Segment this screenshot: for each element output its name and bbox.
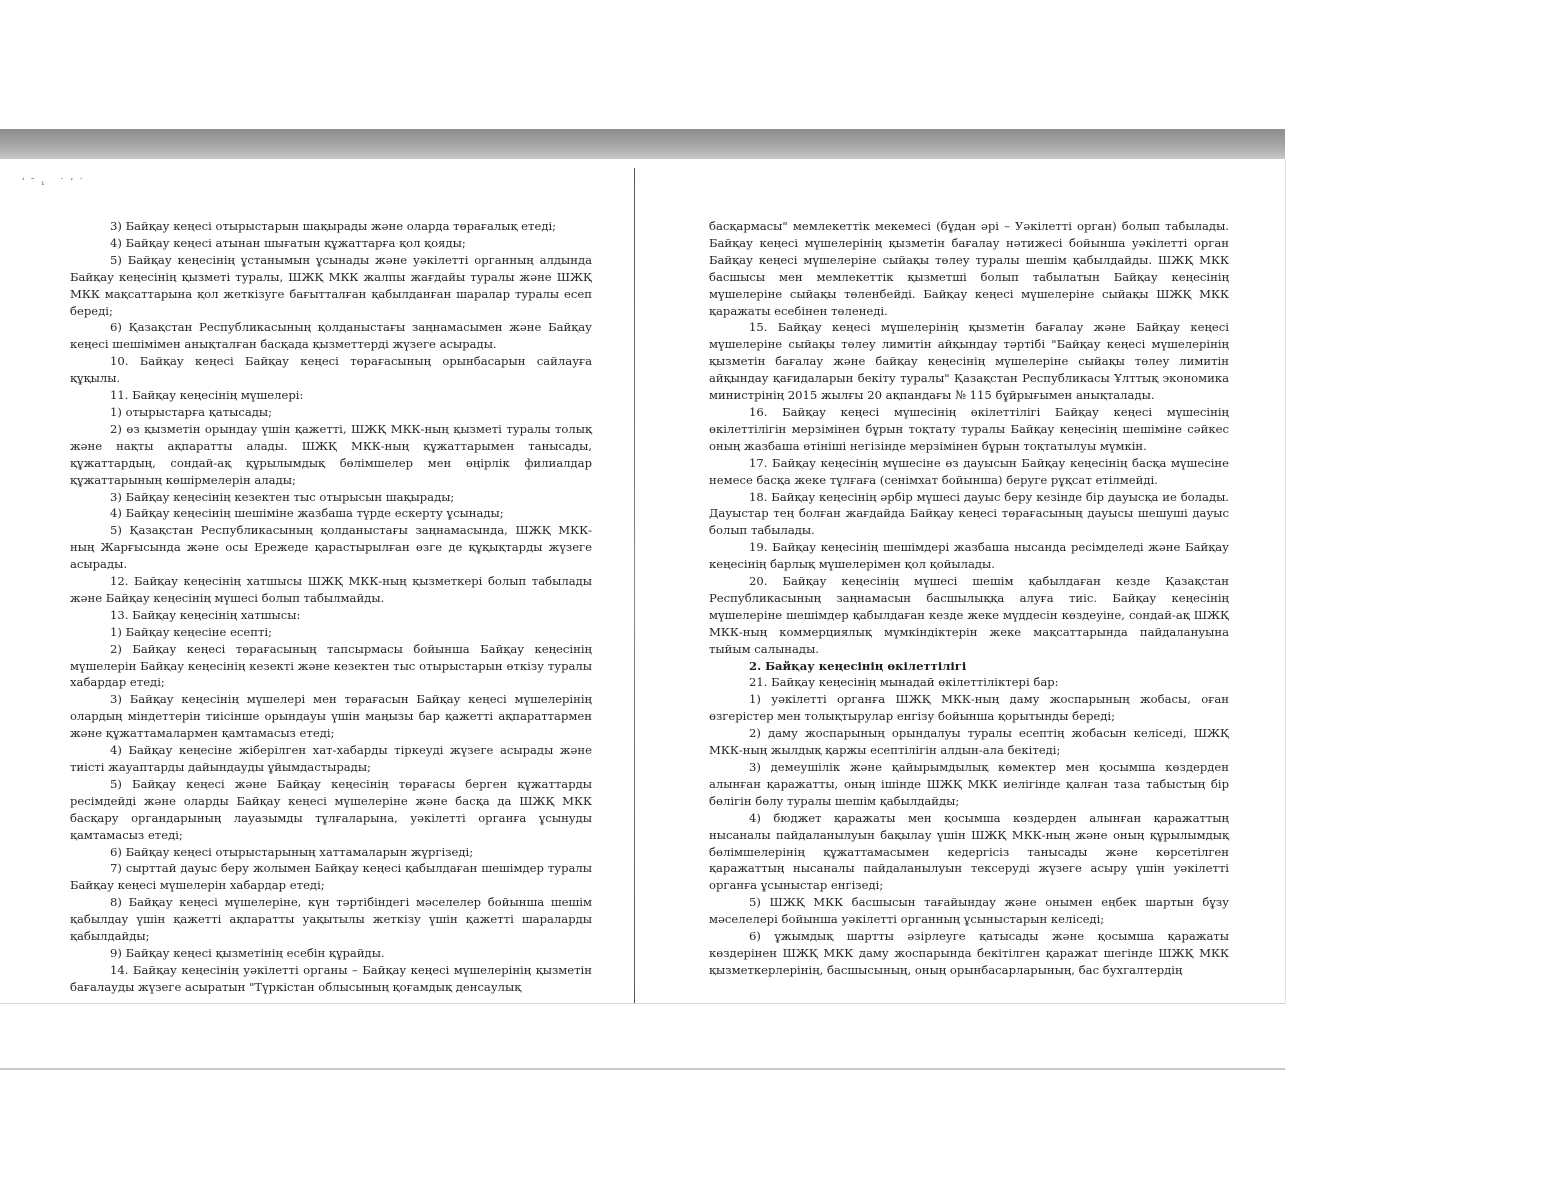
sheet-bottom-edge: [0, 1003, 1285, 1004]
paragraph: 2) Байқау кеңесі төрағасының тапсырмасы бойынша Байқау кеңесінің мүшелерін Байқау кеңесінің кезекті және кезектен тыс отырыстарын өткізу туралы хабардар етеді;: [70, 641, 592, 690]
paragraph: 4) бюджет қаражаты мен қосымша көздерден алынған қаражаттың нысаналы пайдаланылуын бақылау үшін ШЖҚ МКК-ның және оның құрылымдық бөлімшелерінің құжаттамасымен кедергісіз танысады және көрсетілген қаражаттың нысаналы пайдаланылуын тексеруді жүзеге асыру үшін уәкілетті органға ұсыныстар енгізеді;: [709, 810, 1229, 893]
scan-shadow-band: [0, 129, 1285, 159]
paragraph: 1) уәкілетті органға ШЖҚ МКК-ның даму жоспарының жобасы, оған өзгерістер мен толықтырулар енгізу бойынша қорытынды береді;: [709, 692, 1229, 724]
paragraph: 2) даму жоспарының орындалуы туралы есептің жобасын келіседі, ШЖҚ МКК-ның жылдық қаржы есептілігін алдын-ала бекітеді;: [709, 726, 1229, 758]
paragraph: 4) Байқау кеңесі атынан шығатын құжаттарға қол қояды;: [110, 235, 466, 250]
scan-bottom-edge: [0, 1068, 1285, 1070]
section-heading: 2. Байқау кеңесінің өкілеттілігі: [749, 658, 967, 673]
paragraph: 7) сырттай дауыс беру жолымен Байқау кеңесі қабылдаған шешімдер туралы Байқау кеңесі мүшелерін хабардар етеді;: [70, 861, 592, 893]
paragraph: 4) Байқау кеңесіне жіберілген хат-хабарды тіркеуді жүзеге асырады және тиісті жауаптарды дайындауды ұйымдастырады;: [70, 743, 592, 774]
paragraph: 2) өз қызметін орындау үшін қажетті, ШЖҚ МКК-ның қызметі туралы толық және нақты ақпаратты алады. ШЖҚ МКК-ның құжаттарымен танысады, құжаттардың, сондай-ақ құрылымдық бөлімшелер мен өңірлік филиалдар құжаттарының көшірмелерін алады;: [70, 421, 592, 487]
paragraph: 20. Байқау кеңесінің мүшесі шешім қабылдаған кезде Қазақстан Республикасының заңнамасын басшылыққа алуға тиіс. Байқау кеңесінің мүшелеріне шешімдер қабылдаған кезде жеке мүддесін көздеуіне, сондай-ақ ШЖҚ МКК-ның коммерциялық мүмкіндіктерін жеке мақсаттарында пайдалануына тыйым салынады.: [709, 574, 1229, 656]
paragraph: 16. Байқау кеңесі мүшесінің өкілеттілігі Байқау кеңесі мүшесінің өкілеттілігін мерзімінен бұрын тоқтату туралы Байқау кеңесінің шешіміне сәйкес оның жазбаша өтініші негізінде мерзімінен бұрын тоқтатылуы мүмкін.: [709, 404, 1229, 453]
left-column: [70, 218, 592, 996]
paragraph: 3) Байқау кеңесінің кезектен тыс отырысын шақырады;: [110, 489, 455, 504]
paragraph: 18. Байқау кеңесінің әрбір мүшесі дауыс беру кезінде бір дауысқа ие болады. Дауыстар тең болған жағдайда Байқау кеңесі төрағасының дауысы шешуші дауыс болып табылады.: [709, 489, 1229, 538]
paragraph: 6) Қазақстан Республикасының қолданыстағы заңнамасымен және Байқау кеңесі шешімімен анықталған басқада қызметтерді жүзеге асырады.: [70, 320, 592, 352]
scan-specks: ʹ˜₁ ˙ʼ˙: [22, 178, 90, 188]
paragraph: 3) Байқау кеңесі отырыстарын шақырады және оларда төрағалық етеді;: [110, 219, 557, 233]
paragraph: 17. Байқау кеңесінің мүшесіне өз дауысын Байқау кеңесінің басқа мүшесіне немесе басқа жеке тұлғаға (сенімхат бойынша) беруге рұқсат етілмейді.: [709, 455, 1229, 487]
paragraph: 8) Байқау кеңесі мүшелеріне, күн тәртібіндегі мәселелер бойынша шешім қабылдау үшін қажетті ақпаратты уақытылы жеткізу үшін қажетті шараларды қабылдайды;: [70, 895, 592, 944]
paragraph: 21. Байқау кеңесінің мынадай өкілеттіліктері бар:: [749, 675, 1059, 690]
paragraph-continued: басқармасы" мемлекеттік мекемесі (бұдан әрі – Уәкілетті орган) болып табылады. Байқау кеңесі мүшелерінің қызметін бағалау нәтижесі бойынша уәкілетті орган Байқау кеңесі мүшелеріне сыйақы төлеу туралы шешім қабылдайды. ШЖҚ МКК басшысы мен мемлекеттік қызметші болып табылатын Байқау кеңесінің мүшелеріне сыйақы төленбейді. Байқау кеңесі мүшелеріне сыйақы ШЖҚ МКК қаражаты есебінен төленеді.: [709, 219, 1229, 318]
paragraph: 5) Байқау кеңесі және Байқау кеңесінің төрағасы берген құжаттарды ресімдейді және оларды Байқау кеңесі мүшелеріне және басқа да ШЖҚ МКК басқару органдарының лауазымды тұлғаларына, уәкілетті органға ұсынуды қамтамасыз етеді;: [70, 776, 592, 842]
paragraph: 13. Байқау кеңесінің хатшысы:: [110, 607, 301, 622]
paragraph: 6) ұжымдық шартты әзірлеуге қатысады және қосымша қаражаты көздерінен ШЖҚ МКК даму жоспарында бекітілген қаражат шегінде ШЖҚ МКК қызметкерлерінің, басшысының, оның орынбасарларының, бас бухгалтердің: [709, 929, 1229, 977]
paragraph: 6) Байқау кеңесі отырыстарының хаттамаларын жүргізеді;: [110, 844, 474, 859]
paragraph: 3) демеушілік және қайырымдылық көмектер мен қосымша көздерден алынған қаражатты, оның ішінде ШЖҚ МКК иелігінде қалған таза табыстың бір бөлігін бөлу туралы шешім қабылдайды;: [709, 760, 1229, 808]
page-fold-line: [634, 168, 635, 1003]
paragraph: 5) Қазақстан Республикасының қолданыстағы заңнамасында, ШЖҚ МКК-ның Жарғысында және осы Ережеде қарастырылған өзге де құқықтарды жүзеге асырады.: [70, 523, 592, 572]
paragraph: 5) ШЖҚ МКК басшысын тағайындау және онымен еңбек шартын бұзу мәселелері бойынша уәкілетті органның ұсыныстарын келіседі;: [709, 895, 1229, 927]
right-column: [709, 218, 1229, 979]
paragraph: 1) отырыстарға қатысады;: [110, 404, 273, 419]
paragraph: 9) Байқау кеңесі қызметінің есебін құрайды.: [110, 945, 385, 960]
paragraph: 5) Байқау кеңесінің ұстанымын ұсынады және уәкілетті органның алдында Байқау кеңесінің қызметі туралы, ШЖҚ МКК жалпы жағдайы туралы және ШЖҚ МКК мақсаттарына қол жеткізуге бағытталған қабылданған шаралар туралы есеп береді;: [70, 252, 592, 318]
paragraph: 11. Байқау кеңесінің мүшелері:: [110, 388, 304, 403]
paragraph: 4) Байқау кеңесінің шешіміне жазбаша түрде ескерту ұсынады;: [110, 506, 504, 521]
paragraph: 15. Байқау кеңесі мүшелерінің қызметін бағалау және Байқау кеңесі мүшелеріне сыйақы төлеу лимитін айқындау тәртібі "Байқау кеңесі мүшелерінің қызметін бағалау және байқау кеңесінің мүшелеріне сыйақы төлеу лимитін айқындау қағидаларын бекіту туралы" Қазақстан Республикасы Ұлттық экономика министрінің 2015 жылғы 20 ақпандағы № 115 бұйрығымен анықталады.: [709, 320, 1229, 403]
paragraph: 1) Байқау кеңесіне есепті;: [110, 624, 273, 639]
paragraph: 12. Байқау кеңесінің хатшысы ШЖҚ МКК-ның қызметкері болып табылады және Байқау кеңесінің мүшесі болып табылмайды.: [70, 574, 592, 605]
paragraph: 10. Байқау кеңесі Байқау кеңесі төрағасының орынбасарын сайлауға құқылы.: [70, 354, 592, 386]
paragraph: 19. Байқау кеңесінің шешімдері жазбаша нысанда ресімделеді және Байқау кеңесінің барлық мүшелерімен қол қойылады.: [709, 540, 1229, 572]
paragraph: 14. Байқау кеңесінің уәкілетті органы – Байқау кеңесі мүшелерінің қызметін бағалауды жүзеге асыратын "Түркістан облысының қоғамдық денсаулық: [70, 962, 592, 994]
paragraph: 3) Байқау кеңесінің мүшелері мен төрағасын Байқау кеңесі мүшелерінің олардың міндеттерін тиісінше орындауы үшін маңызы бар қажетті ақпараттармен және құжаттамалармен қамтамасыз етеді;: [70, 692, 592, 741]
